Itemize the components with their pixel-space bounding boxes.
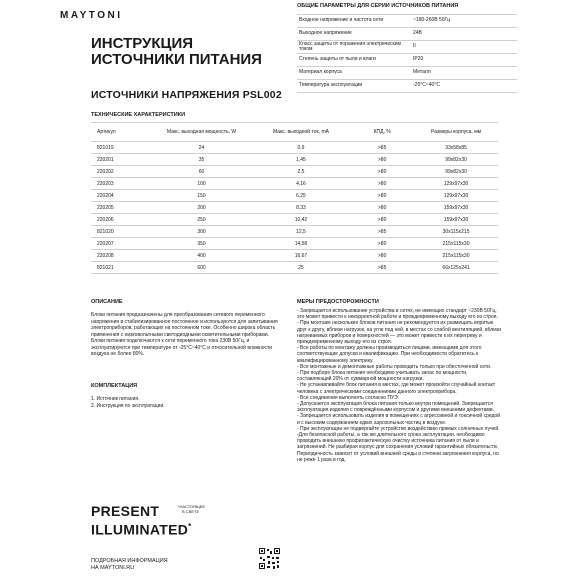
table-row (91, 214, 498, 226)
table-cell: 400 (151, 250, 251, 262)
table-cell: 220205 (91, 202, 151, 214)
table-cell: 66x125x241 (414, 262, 498, 274)
slogan-line-1: PRESENT (91, 503, 160, 519)
param-value: IP20 (411, 54, 517, 67)
list-item: - Все монтажные и демонтажные работы проводить только при обесточенной сети. (297, 363, 492, 370)
table-cell: >85 (350, 226, 414, 238)
general-params-row (297, 15, 517, 28)
brand-logo: MAYTONI (60, 10, 123, 21)
table-cell: 220206 (91, 214, 151, 226)
table-cell: 250 (151, 214, 251, 226)
table-cell: 215x115x30 (414, 250, 498, 262)
table-cell: 25 (252, 262, 350, 274)
table-cell: 821019 (91, 142, 151, 154)
table-row (91, 202, 498, 214)
table-row (91, 238, 498, 250)
table-cell: 6,25 (252, 190, 350, 202)
column-header: Макс. выходная мощность, W (151, 123, 251, 142)
table-cell: 16,67 (252, 250, 350, 262)
qr-code-icon (258, 547, 281, 570)
table-row (91, 250, 498, 262)
table-cell: 99x82x30 (414, 154, 498, 166)
list-item: 2. Инструкция по эксплуатации. (91, 402, 165, 409)
param-value: -25°С~40°С (411, 80, 517, 93)
list-item: - Не устанавливайте блок питания в местах, где может произойти случайный контакт человека с электрическими соединениями данного электроприбора. (297, 382, 496, 395)
list-item: -Для безопасной работы, а так же длительного срока эксплуатации, необходимо проводить внешнюю профилактическую очистку источника питания от пыли и загрязнений. Не разбирая корпус для сохранения условий гарантийных обязательств. Периодичность зависит от условий внешней среды и степени загрязнения корпуса, но не реже 1 раза в год. (297, 432, 499, 463)
list-item: - Запрещается использование устройства в сетях, не имеющих стандарт ~230В 50Гц, это может привести к некорректной работе и преждевременному выходу его из строя. (297, 308, 498, 321)
cautions-heading: МЕРЫ ПРЕДОСТОРОЖНОСТИ (297, 299, 379, 305)
table-cell: >85 (350, 262, 414, 274)
table-cell: 33x58x85 (414, 142, 498, 154)
table-cell: >80 (350, 166, 414, 178)
description-text: Блоки питания предназначены для преобразования сетевого переменного напряжения в стабилизированное постоянное и используются для запитывания электроприборов, работающих на постоянном токе. Особенно широка область применения с низковольтными светодиодными осветительными приборами. Блоки питания подключаются к сети переменного тока 230В 50Гц, и эксплуатируются при температуре от -25°С~40°С и относительной влажности воздуха не более 80%. (91, 312, 278, 357)
table-cell: 10,42 (252, 214, 350, 226)
table-cell: >85 (350, 142, 414, 154)
title-line-1: ИНСТРУКЦИЯ (91, 35, 194, 52)
general-params-table (297, 14, 517, 93)
website-link[interactable]: НА MAYTONI.RU (91, 565, 135, 571)
table-cell: 821020 (91, 226, 151, 238)
list-item: 1. Источник питания. (91, 396, 140, 402)
table-cell: 215x115x30 (414, 238, 498, 250)
param-value: ~180-260В 50Гц (411, 15, 517, 28)
table-cell: 129x97x30 (414, 178, 498, 190)
list-item: - Все соединения выполнять согласно ПУЭ. (297, 394, 400, 401)
table-cell: 1,45 (252, 154, 350, 166)
table-cell: 220202 (91, 166, 151, 178)
param-value: 24В (411, 28, 517, 41)
general-params-row (297, 28, 517, 41)
table-cell: 220204 (91, 190, 151, 202)
table-row (91, 154, 498, 166)
table-cell: 30x115x215 (414, 226, 498, 238)
table-cell: >80 (350, 178, 414, 190)
page-title (91, 36, 291, 68)
table-cell: 220203 (91, 178, 151, 190)
table-cell: 60 (151, 166, 251, 178)
table-cell: 220201 (91, 154, 151, 166)
param-name: Температура эксплуатации (297, 80, 411, 93)
param-name: Выходное напряжение (297, 28, 411, 41)
table-cell: >80 (350, 238, 414, 250)
kit-list (91, 396, 281, 409)
table-row (91, 178, 498, 190)
product-subtitle: ИСТОЧНИКИ НАПРЯЖЕНИЯ PSL002 (91, 89, 282, 101)
title-line-2: ИСТОЧНИКИ ПИТАНИЯ (91, 51, 262, 68)
tech-specs-heading: ТЕХНИЧЕСКИЕ ХАРАКТЕРИСТИКИ (91, 112, 186, 118)
column-header: Макс. выходной ток, mA (252, 123, 350, 142)
table-cell: 8,33 (252, 202, 350, 214)
tech-specs-table (91, 122, 498, 274)
table-cell: 150 (151, 190, 251, 202)
table-row (91, 190, 498, 202)
general-params-row (297, 80, 517, 93)
table-cell: 300 (151, 226, 251, 238)
list-item: - Запрещается использовать изделия в помещениях с агрессивной и токсичной средой и с высоким содержанием едких аэрозольных частиц в воздухе. (297, 413, 501, 426)
table-cell: 24 (151, 142, 251, 154)
table-cell: 35 (151, 154, 251, 166)
column-header: Артикул (91, 123, 151, 142)
table-cell: 159x97x30 (414, 214, 498, 226)
table-cell: >80 (350, 250, 414, 262)
table-row (91, 226, 498, 238)
param-name: Класс защиты от поражения электрическим током (297, 41, 411, 54)
list-item: - Допускается эксплуатация блока питания только внутри помещений. Запрещается эксплуатация изделия с повреждёнными корпусом и другими внешними дефектами. (297, 401, 494, 414)
general-params-row (297, 67, 517, 80)
table-cell: >80 (350, 154, 414, 166)
column-header: Размеры корпуса, мм (414, 123, 498, 142)
general-params-row (297, 41, 517, 54)
table-cell: 821021 (91, 262, 151, 274)
slogan-note: *НАСТОЯЩЕЕ В СВЕТЕ (178, 504, 206, 514)
table-cell: 220208 (91, 250, 151, 262)
table-cell: 220207 (91, 238, 151, 250)
table-row (91, 142, 498, 154)
param-name: Материал корпуса (297, 67, 411, 80)
param-value: Металл (411, 67, 517, 80)
table-cell: 0,9 (252, 142, 350, 154)
param-value: II (411, 41, 517, 54)
table-cell: 129x97x30 (414, 190, 498, 202)
list-item: - При эксплуатации не подвергайте устройство воздействию прямых солнечных лучей. (297, 425, 500, 432)
description-heading: ОПИСАНИЕ (91, 299, 123, 305)
param-name: Входное напряжение и частота сети (297, 15, 411, 28)
table-cell: >80 (350, 214, 414, 226)
table-cell: 2,5 (252, 166, 350, 178)
table-cell: 14,58 (252, 238, 350, 250)
table-cell: 4,16 (252, 178, 350, 190)
table-cell: 12,5 (252, 226, 350, 238)
table-cell: 99x82x30 (414, 166, 498, 178)
table-cell: 159x97x30 (414, 202, 498, 214)
table-cell: >80 (350, 190, 414, 202)
table-cell: 600 (151, 262, 251, 274)
list-item: - При подборе блока питания необходимо учитывать запас по мощности, составляющий 20% от суммарной мощности нагрузки. (297, 370, 468, 383)
param-name: Степень защиты от пыли и влаги (297, 54, 411, 67)
footer-info: ПОДРОБНАЯ ИНФОРМАЦИЯ НА MAYTONI.RU (91, 558, 168, 571)
kit-heading: КОМПЛЕКТАЦИЯ (91, 383, 138, 389)
table-cell: 100 (151, 178, 251, 190)
cautions-list (297, 308, 502, 463)
slogan (91, 503, 192, 538)
list-item: - При монтаже нескольких блоков питания не рекомендуется их размещать впритык друг к другу, вблизи нагрузок, на угле под ней, в местах со слабой вентиляцией, вблизи нагреваемых приборов и поверхностей — это может привести к их перегреву и преждевременному выходу его из строя. (297, 320, 502, 346)
column-header: КПД, % (350, 123, 414, 142)
list-item: - Все работы по монтажу должны производиться лицами, имеющими для этого соответствующие допуски и квалификацию. При необходимости обратитесь к квалифицированному электрику. (297, 345, 482, 364)
table-row (91, 166, 498, 178)
table-cell: 350 (151, 238, 251, 250)
slogan-line-2: ILLUMINATED* (91, 521, 192, 538)
table-cell: 200 (151, 202, 251, 214)
table-cell: >80 (350, 202, 414, 214)
general-params-heading: ОБЩИЕ ПАРАМЕТРЫ ДЛЯ СЕРИИ ИСТОЧНИКОВ ПИТАНИЯ (297, 3, 459, 9)
general-params-row (297, 54, 517, 67)
table-row (91, 262, 498, 274)
